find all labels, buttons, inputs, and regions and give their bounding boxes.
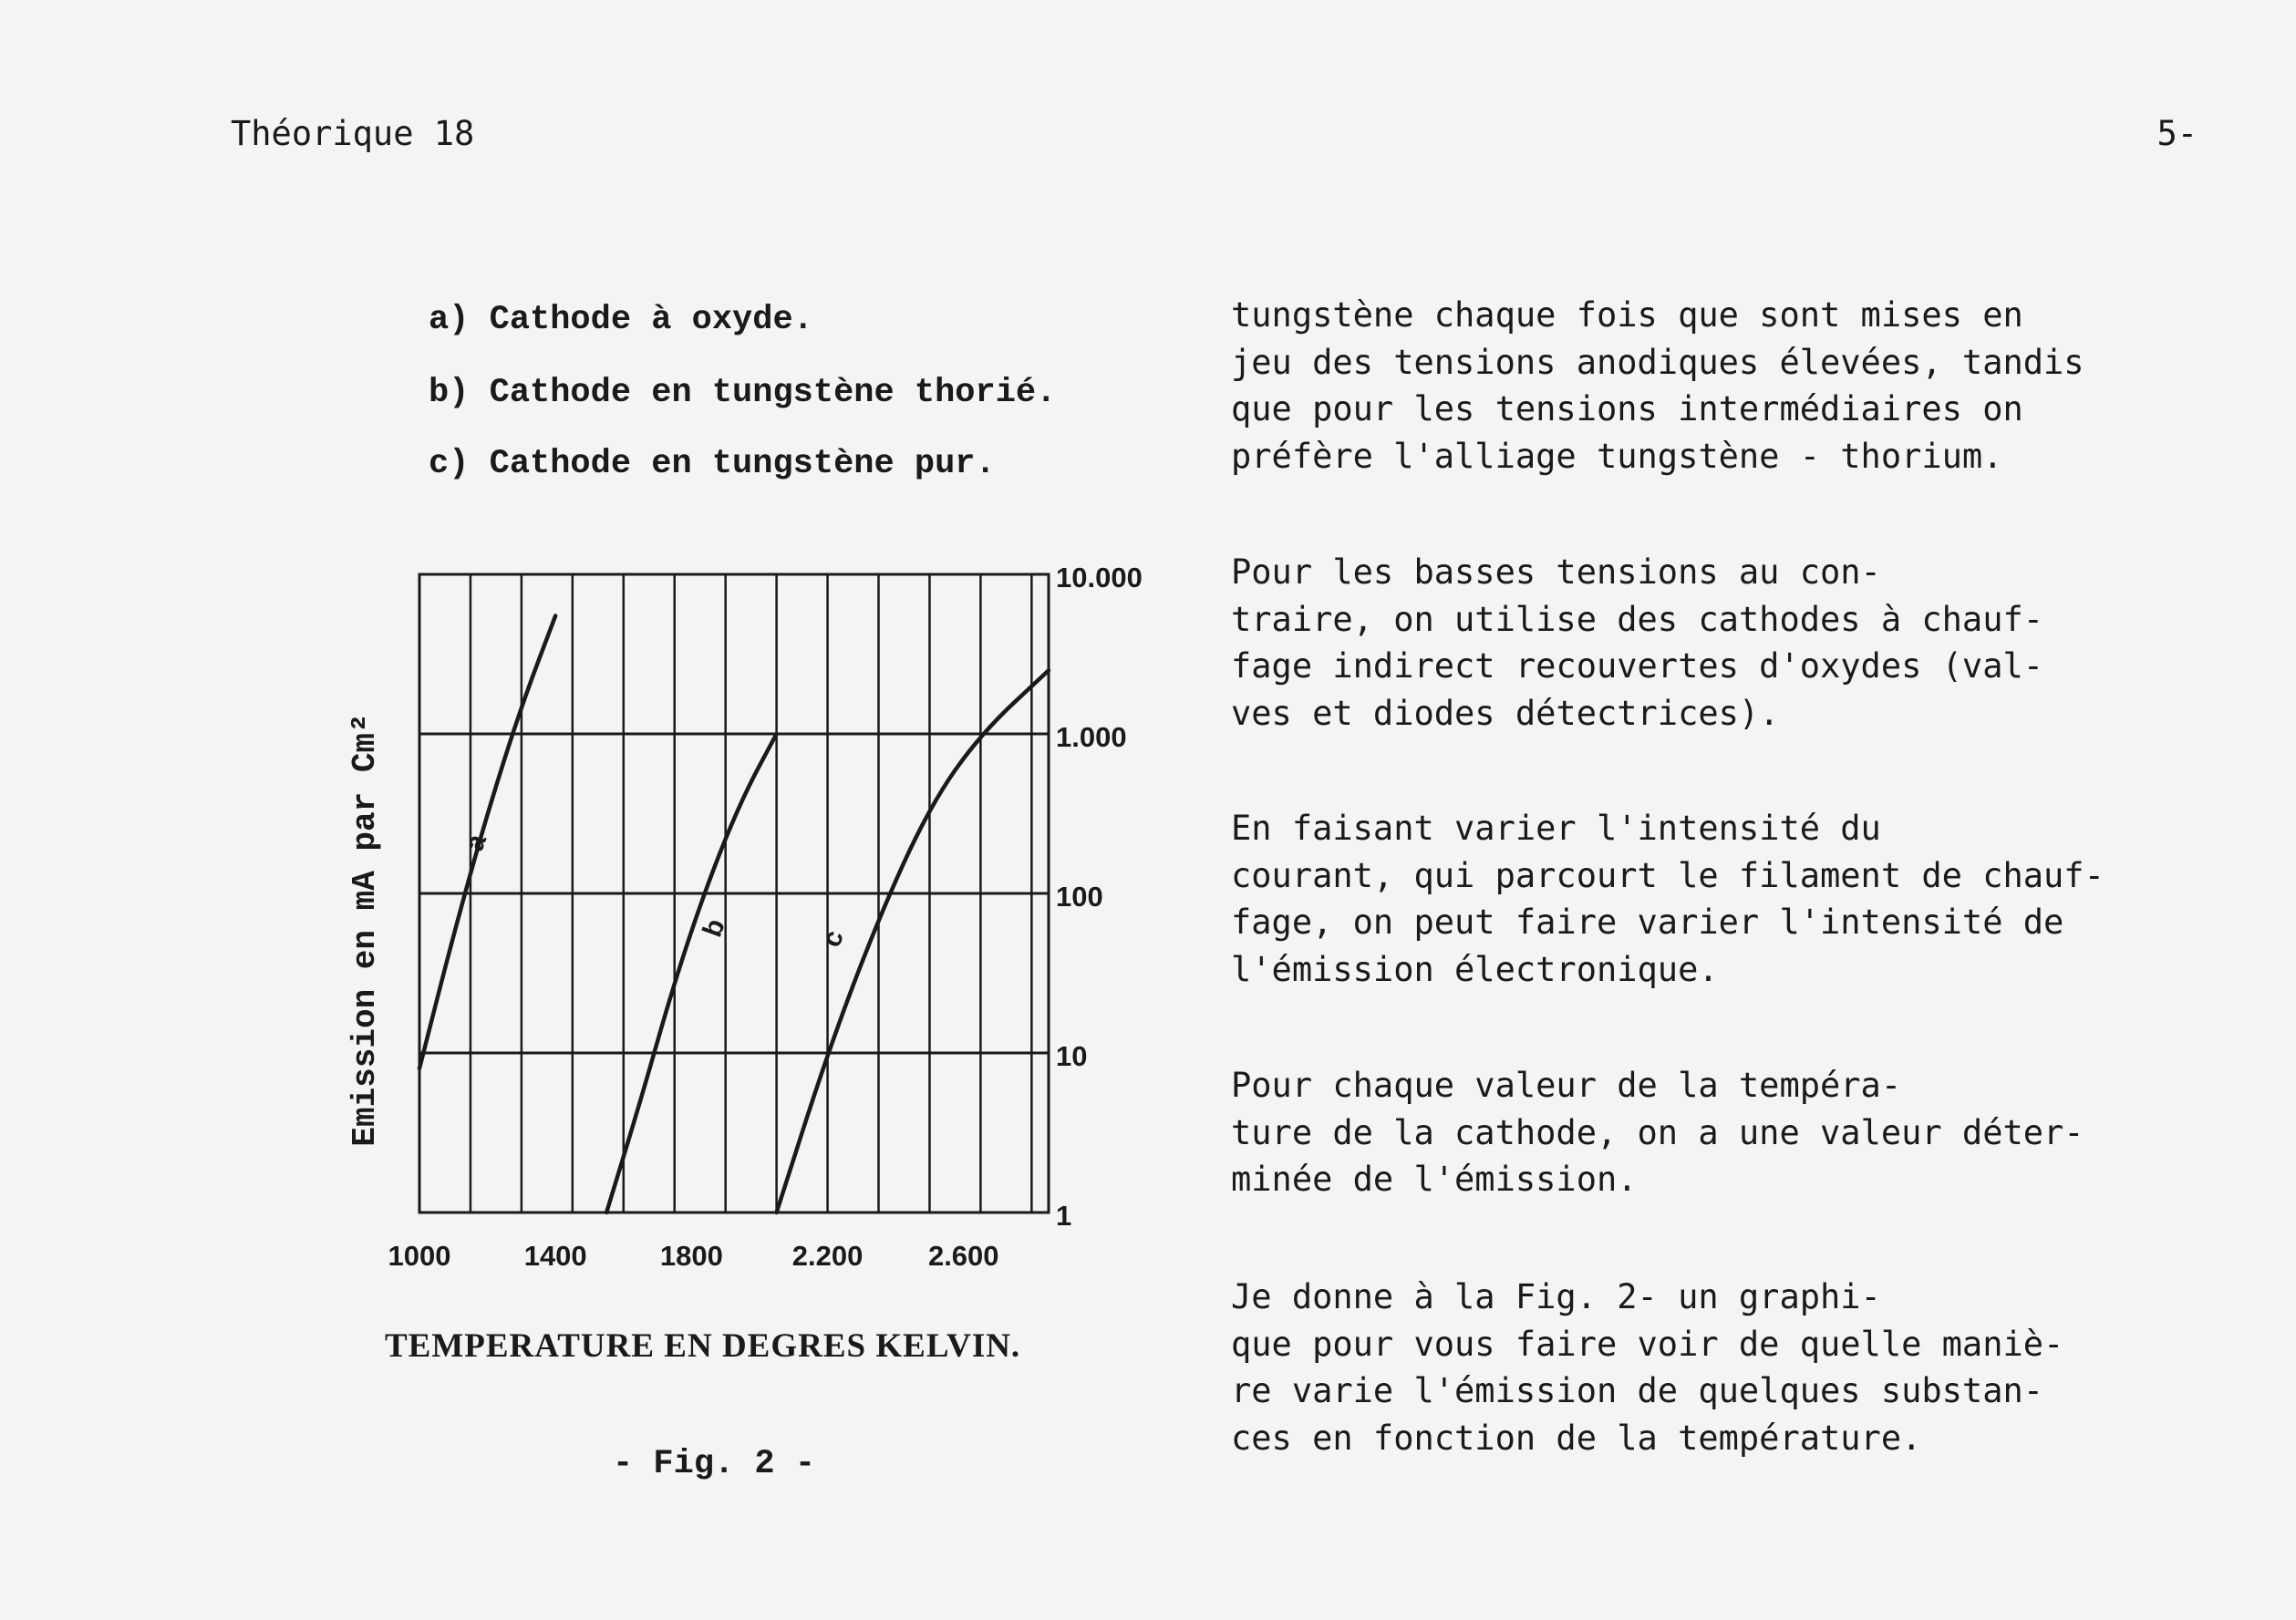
x-tick-label: 2.600 [927,1240,999,1272]
text-line: tungstène chaque fois que sont mises en [1231,295,2023,335]
legend-item-b: b) Cathode en tungstène thorié. [429,374,1057,412]
y-tick-label: 10.000 [1056,562,1143,593]
curve-b [606,734,776,1212]
page-number: 5- [2156,114,2198,153]
page-header-left: Théorique 18 [231,114,475,153]
text-line: ture de la cathode, on a une valeur déter- [1231,1112,2084,1152]
text-line: préfère l'alliage tungstène - thorium. [1231,436,2003,476]
curve-label-c: c [816,926,850,952]
text-line: que pour les tensions intermédiaires on [1231,389,2023,428]
paragraph [1231,805,2105,993]
text-line: re varie l'émission de quelques substan- [1231,1371,2044,1410]
emission-temperature-chart [328,547,1204,1295]
chart-grid [419,574,1049,1212]
x-tick-label: 1800 [659,1240,723,1272]
text-line: traire, on utilise des cathodes à chauf- [1231,599,2044,639]
text-line: jeu des tensions anodiques élevées, tandis [1231,342,2084,382]
paragraph [1231,292,2084,480]
text-line: Je donne à la Fig. 2- un graphi- [1231,1277,1881,1316]
x-tick-label: 2.200 [791,1240,864,1272]
chart-x-ticks [388,1240,999,1272]
x-tick-label: 1400 [523,1240,587,1272]
x-axis-label: TEMPERATURE EN DEGRES KELVIN. [385,1327,1021,1365]
text-line: ces en fonction de la température. [1231,1418,1922,1458]
curve-label-a: a [459,830,493,855]
figure-label: - Fig. 2 - [613,1445,816,1483]
paragraph [1231,1062,2084,1203]
text-line: courant, qui parcourt le filament de chauf- [1231,855,2105,895]
legend-item-a: a) Cathode à oxyde. [429,301,813,339]
text-line: fage indirect recouvertes d'oxydes (val- [1231,646,2044,686]
chart-y-ticks [1056,562,1143,1232]
y-tick-label: 100 [1056,881,1103,913]
curve-label-b: b [697,914,731,942]
text-line: Pour les basses tensions au con- [1231,552,1881,592]
chart-curve-labels [460,830,850,951]
x-tick-label: 1000 [388,1240,451,1272]
text-line: minée de l'émission. [1231,1160,1638,1199]
chart-curves [419,615,1049,1212]
y-axis-label: Emission en mA par Cm² [346,713,384,1147]
y-tick-label: 1 [1056,1200,1072,1232]
text-line: fage, on peut faire varier l'intensité de [1231,903,2064,942]
text-line: l'émission électronique. [1231,949,1719,989]
text-line: En faisant varier l'intensité du [1231,809,1881,848]
y-tick-label: 10 [1056,1040,1088,1072]
text-line: que pour vous faire voir de quelle maniè- [1231,1324,2064,1364]
paragraph [1231,549,2043,737]
text-line: ves et diodes détectrices). [1231,693,1780,733]
legend-item-c: c) Cathode en tungstène pur. [429,445,996,483]
paragraph [1231,1274,2063,1461]
text-line: Pour chaque valeur de la tempéra- [1231,1066,1902,1105]
y-tick-label: 1.000 [1056,721,1127,753]
